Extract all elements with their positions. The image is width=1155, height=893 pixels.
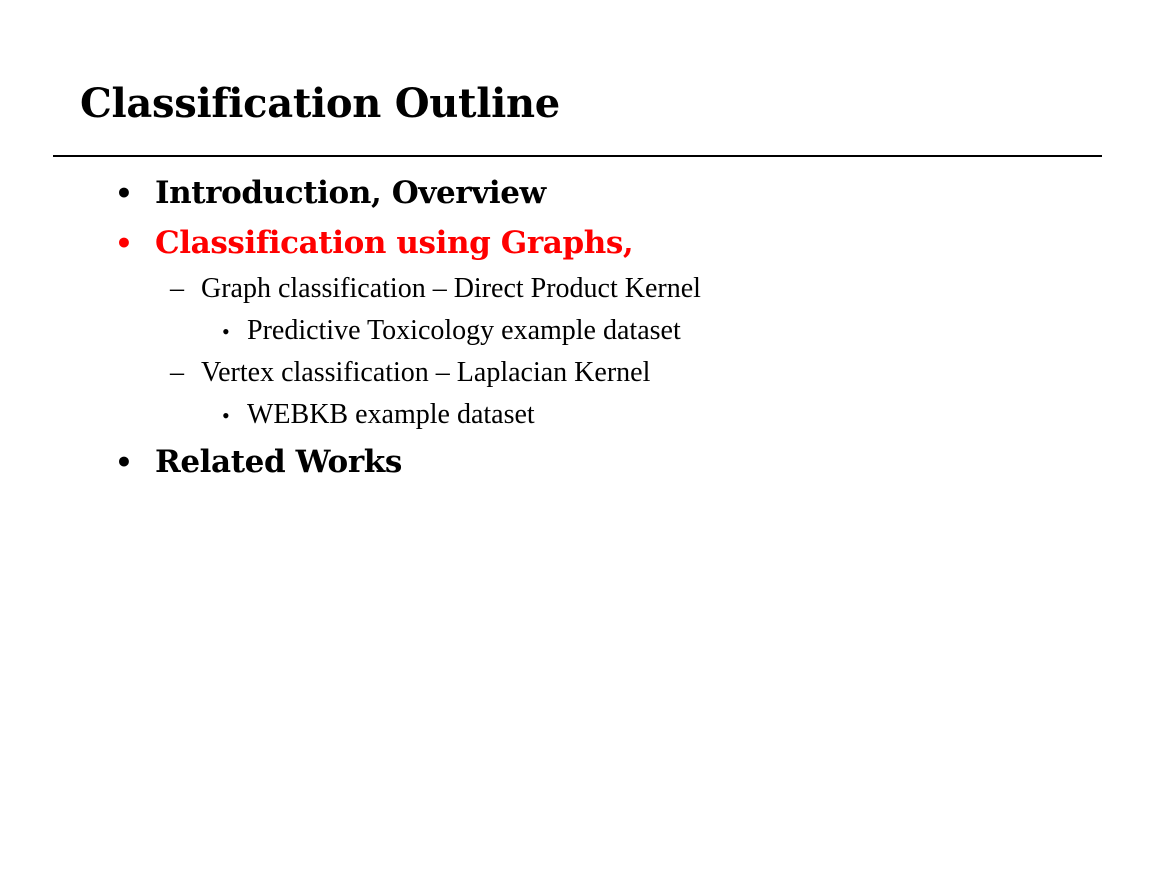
subsubbullet-webkb	[222, 398, 535, 433]
bullet-text: Classification using Graphs,	[155, 225, 634, 261]
bullet-introduction-overview	[115, 173, 546, 214]
subbullet-text: Vertex classification – Laplacian Kernel	[201, 357, 651, 388]
subbullet-graph-classification	[170, 272, 701, 306]
bullet-classification-using-graphs	[115, 223, 633, 264]
bullet-marker: •	[222, 319, 230, 344]
dash-marker: –	[170, 273, 184, 304]
subbullet-text: Graph classification – Direct Product Kernel	[201, 273, 701, 304]
subsubbullet-text: Predictive Toxicology example dataset	[247, 315, 681, 346]
bullet-text: Related Works	[155, 444, 402, 480]
bullet-text: Introduction, Overview	[155, 175, 546, 211]
subsubbullet-predictive-toxicology	[222, 314, 681, 349]
bullet-marker: •	[222, 403, 230, 428]
dash-marker: –	[170, 357, 184, 388]
subbullet-vertex-classification	[170, 356, 650, 390]
bullet-related-works	[115, 442, 402, 483]
bullet-marker: •	[115, 227, 133, 260]
bullet-marker: •	[115, 446, 133, 479]
bullet-marker: •	[115, 177, 133, 210]
title-divider	[53, 155, 1102, 157]
subsubbullet-text: WEBKB example dataset	[247, 399, 535, 430]
slide-title: Classification Outline	[80, 80, 560, 127]
